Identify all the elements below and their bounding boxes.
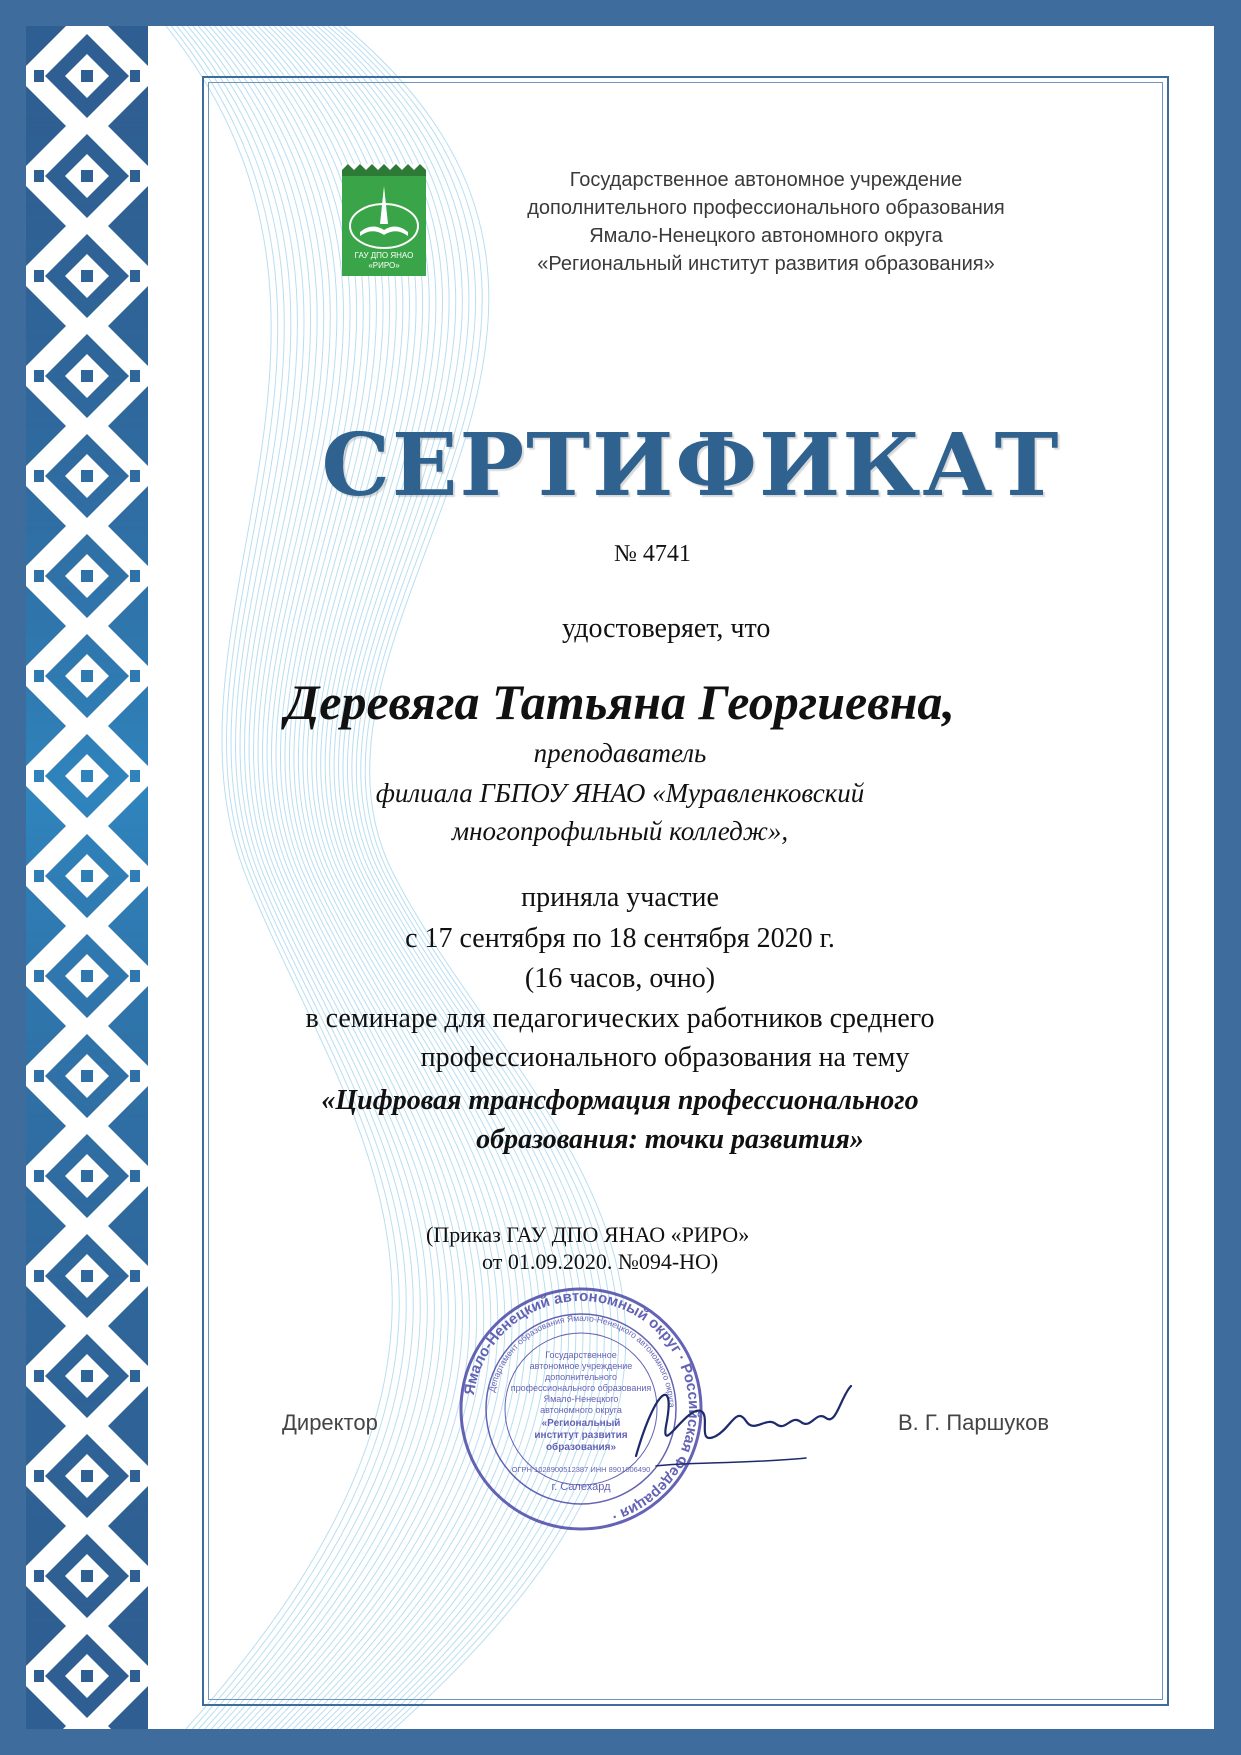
topic-line-2: образования: точки развития» (476, 1124, 864, 1155)
order-line-2: от 01.09.2020. №094-НО) (482, 1249, 719, 1274)
director-signature (626, 1366, 856, 1486)
recipient-org-line-1: филиала ГБПОУ ЯНАО «Муравленковский (375, 778, 865, 808)
stamp-center-2: автономное учреждение (529, 1361, 633, 1371)
org-line-2: дополнительного профессионального образования (527, 197, 1005, 219)
recipient-position: преподаватель (533, 738, 707, 768)
stamp-center-9: образования» (545, 1442, 617, 1453)
stamp-center-3: дополнительного (545, 1372, 617, 1382)
stamp-outer-text: Ямало-Ненецкий автономный округ · Российская Федерация · (460, 1287, 703, 1526)
participation-line-1: приняла участие (521, 882, 719, 913)
logo-caption-1: ГАУ ДПО ЯНАО (354, 251, 414, 260)
riro-logo (342, 164, 426, 276)
stamp-center-6: автономного округа (540, 1405, 622, 1415)
stamp-city: г. Салехард (551, 1481, 611, 1493)
order-line-1: (Приказ ГАУ ДПО ЯНАО «РИРО» (426, 1222, 750, 1247)
org-line-4: «Региональный институт развития образования» (537, 253, 995, 275)
certificate-title: СЕРТИФИКАТ (321, 415, 1061, 516)
participation-line-5: профессионального образования на тему (420, 1042, 910, 1073)
org-line-1: Государственное автономное учреждение (569, 169, 963, 191)
topic-line-1: «Цифровая трансформация профессионального (321, 1085, 919, 1116)
stamp-center-4: профессионального образования (510, 1383, 652, 1393)
certifies-text: удостоверяет, что (562, 613, 771, 644)
certificate-number: № 4741 (614, 541, 691, 567)
stamp-center-1: Государственное (545, 1350, 617, 1360)
stamp-center-5: Ямало-Ненецкого (543, 1394, 619, 1404)
stamp-ring-text: Департамент образования Ямало-Ненецкого автономного округа (486, 1312, 678, 1408)
participation-dates: с 17 сентября по 18 сентября 2020 г. (405, 923, 835, 954)
stamp-center-7: «Региональный (541, 1418, 621, 1429)
signatory-role: Директор (282, 1410, 378, 1435)
org-line-3: Ямало-Ненецкого автономного округа (589, 225, 943, 247)
recipient-org-line-2: многопрофильный колледж», (451, 816, 789, 846)
logo-caption-2: «РИРО» (368, 261, 400, 270)
certificate-sheet (26, 26, 1214, 1729)
participation-hours: (16 часов, очно) (524, 963, 716, 994)
stamp-ids: ОГРН 1028900512387 ИНН 8901006490 (511, 1465, 651, 1474)
signatory-name: В. Г. Паршуков (898, 1410, 1050, 1435)
stamp-center-8: институт развития (534, 1430, 628, 1441)
organization-header (456, 166, 1076, 278)
participation-line-4: в семинаре для педагогических работников среднего (305, 1003, 935, 1034)
recipient-name: Деревяга Татьяна Георгиевна, (285, 674, 955, 730)
